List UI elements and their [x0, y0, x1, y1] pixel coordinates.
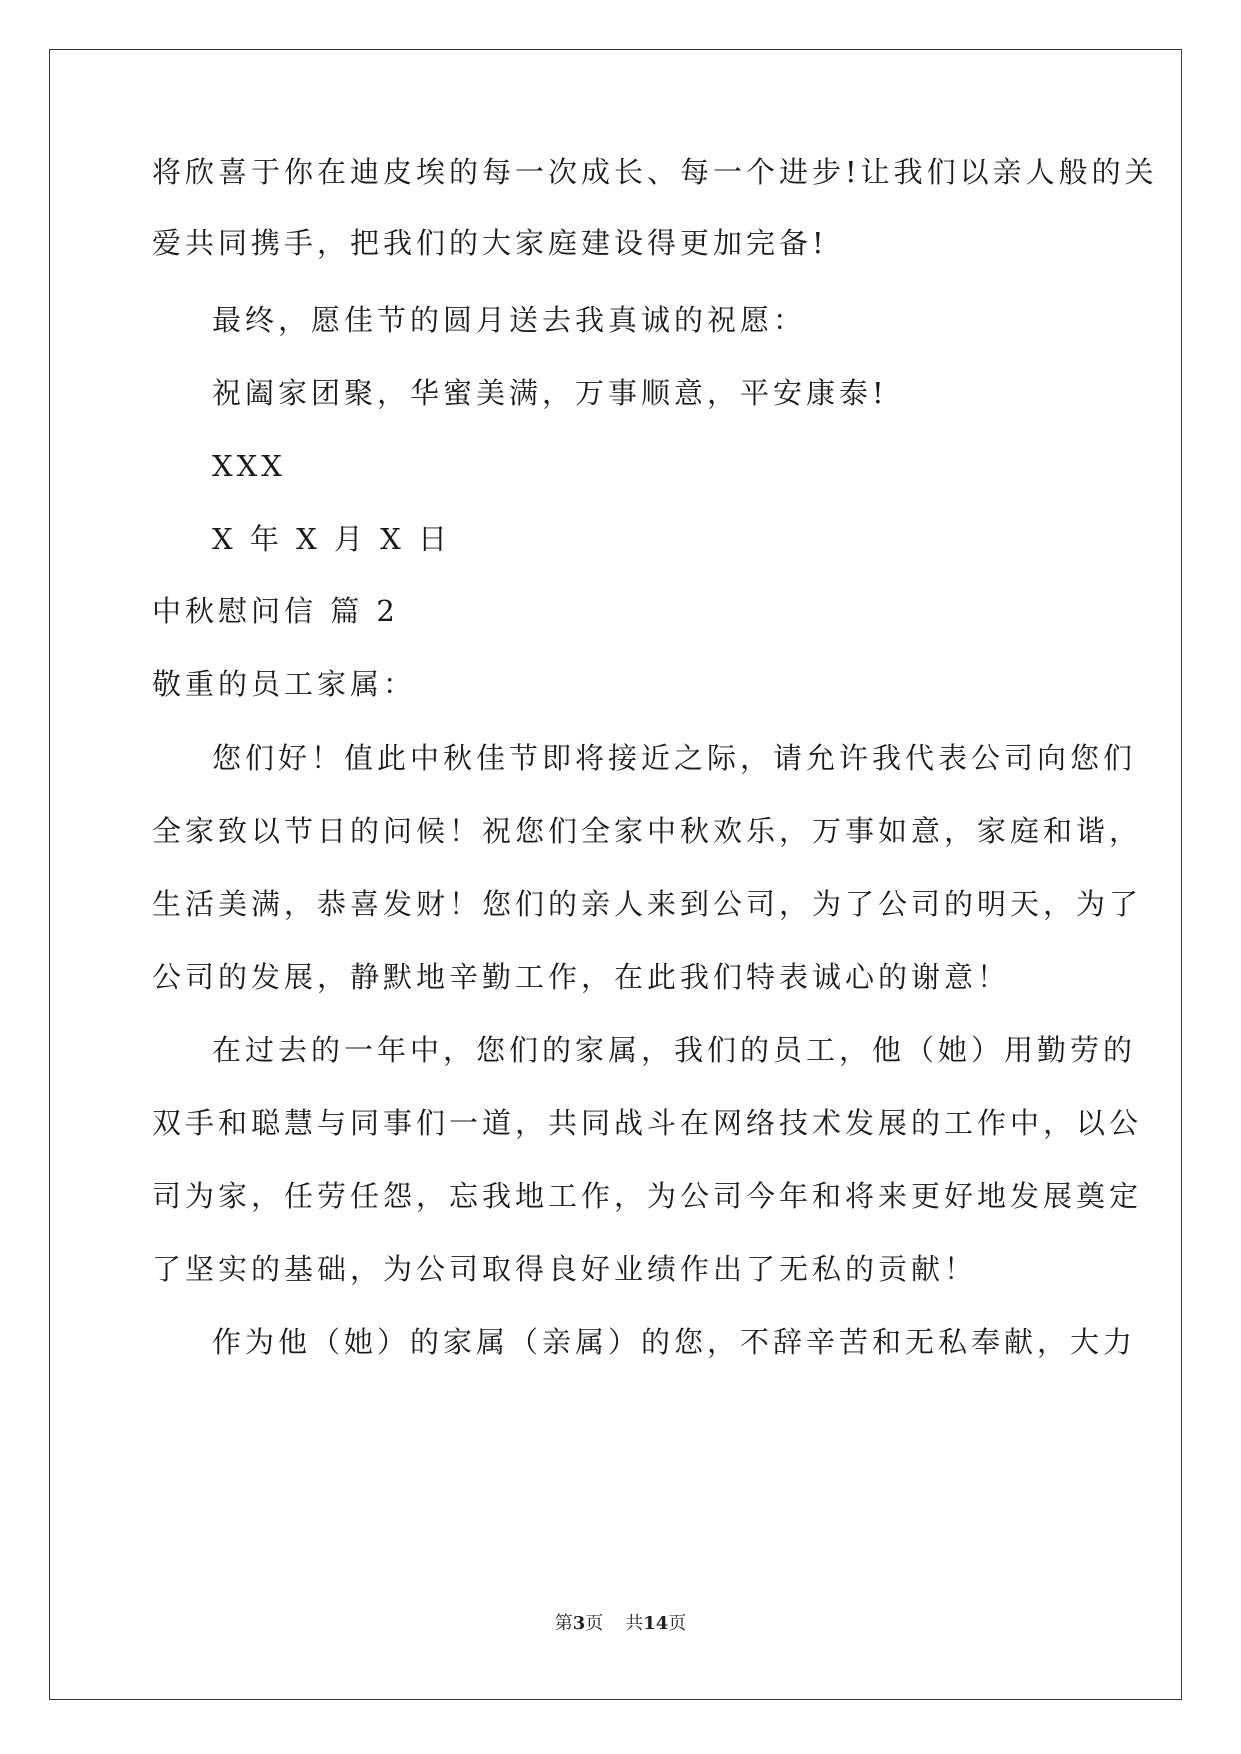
- body-text-line: 公司的发展，静默地辛勤工作，在此我们特表诚心的谢意！: [152, 960, 1011, 994]
- body-text-line: 您们好！值此中秋佳节即将接近之际，请允许我代表公司向您们: [212, 741, 1137, 775]
- total-suffix: 页: [668, 1613, 687, 1634]
- body-text-line: 双手和聪慧与同事们一道，共同战斗在网络技术发展的工作中，以公: [152, 1106, 1143, 1140]
- salutation: 敬重的员工家属：: [152, 667, 417, 701]
- body-text-line: 生活美满，恭喜发财！您们的亲人来到公司，为了公司的明天，为了: [152, 887, 1143, 921]
- body-text-line: 最终，愿佳节的圆月送去我真诚的祝愿：: [212, 303, 807, 337]
- page-suffix: 页: [585, 1613, 604, 1634]
- page-prefix: 第: [554, 1613, 573, 1634]
- body-text-line: 祝阖家团聚，华蜜美满，万事顺意，平安康泰!: [212, 376, 888, 410]
- body-text-line: 司为家，任劳任怨，忘我地工作，为公司今年和将来更好地发展奠定: [152, 1179, 1143, 1213]
- body-text-line: 了坚实的基础，为公司取得良好业绩作出了无私的贡献！: [152, 1252, 978, 1286]
- body-text-line: 爱共同携手，把我们的大家庭建设得更加完备!: [152, 226, 828, 260]
- page-total: 14: [643, 1613, 669, 1634]
- body-text-line: 将欣喜于你在迪皮埃的每一次成长、每一个进步!让我们以亲人般的关: [152, 155, 1158, 189]
- body-text-line: 全家致以节日的问候！祝您们全家中秋欢乐，万事如意，家庭和谐，: [152, 814, 1143, 848]
- section-title: 中秋慰问信 篇 2: [152, 594, 399, 628]
- total-prefix: 共: [625, 1613, 644, 1634]
- signature-name: XXX: [212, 449, 286, 483]
- page-current: 3: [572, 1613, 586, 1634]
- body-text-line: 在过去的一年中，您们的家属，我们的员工，他（她）用勤劳的: [212, 1033, 1137, 1067]
- body-text-line: 作为他（她）的家属（亲属）的您，不辞辛苦和无私奉献，大力: [212, 1325, 1137, 1359]
- signature-date: X 年 X 月 X 日: [212, 522, 452, 556]
- page-footer: [0, 1613, 1241, 1635]
- page-border: [49, 49, 1182, 1700]
